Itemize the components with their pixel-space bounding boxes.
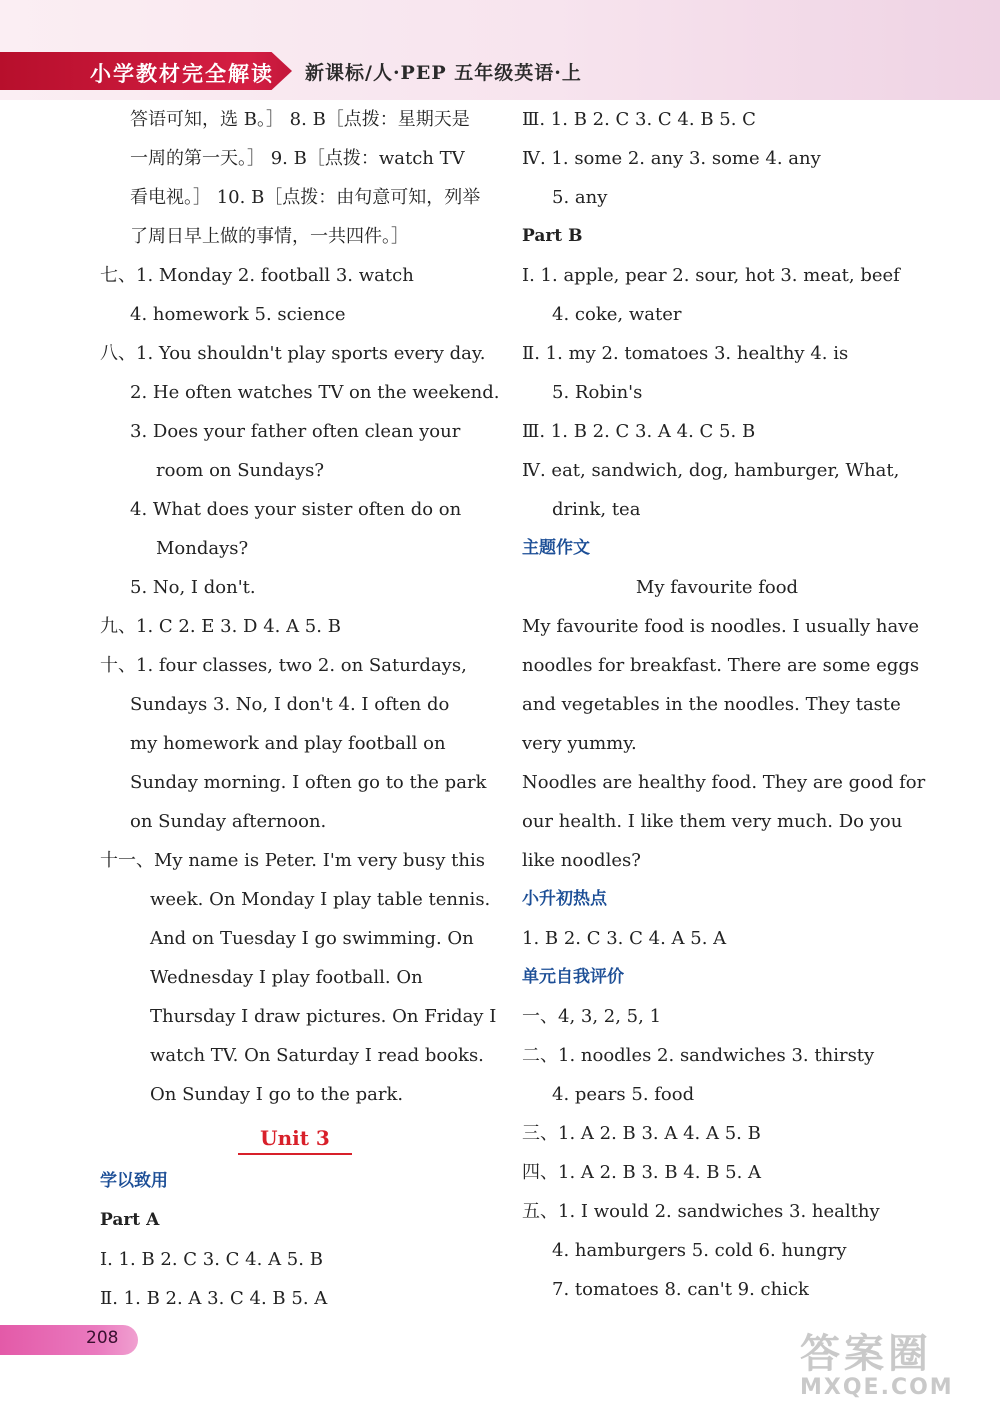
text-line: Sunday morning. I often go to the park: [130, 772, 487, 793]
section-heading-xyzy: 学以致用: [100, 1171, 168, 1191]
essay-line: Noodles are healthy food. They are good for: [522, 772, 926, 793]
text-line: week. On Monday I play table tennis.: [150, 889, 491, 910]
text-line: 三、1. A 2. B 3. A 4. A 5. B: [522, 1123, 761, 1144]
text-line: Sundays 3. No, I don't 4. I often do: [130, 694, 450, 715]
page-number: 208: [86, 1328, 119, 1348]
text-line: 一周的第一天。］ 9. B［点拨：watch TV: [130, 148, 465, 169]
section-10-answers: 十、1. four classes, two 2. on Saturdays,: [100, 655, 467, 676]
text-line: 5. any: [552, 187, 608, 208]
text-line: on Sunday afternoon.: [130, 811, 327, 832]
text-line: 3. Does your father often clean your: [130, 421, 461, 442]
text-line: Ⅰ. 1. apple, pear 2. sour, hot 3. meat, beef: [522, 265, 900, 286]
essay-line: My favourite food is noodles. I usually have: [522, 616, 919, 637]
section-heading-ztzw: 主题作文: [522, 538, 590, 558]
text-line: 了周日早上做的事情，一共四件。］: [130, 226, 409, 247]
section-heading-dyzwpj: 单元自我评价: [522, 967, 624, 987]
text-line: my homework and play football on: [130, 733, 446, 754]
text-line: watch TV. On Saturday I read books.: [150, 1045, 484, 1066]
essay-line: very yummy.: [522, 733, 637, 754]
text-line: 1. B 2. C 3. C 4. A 5. A: [522, 928, 727, 949]
text-line: Ⅱ. 1. B 2. A 3. C 4. B 5. A: [100, 1288, 328, 1309]
unit-heading-label: Unit 3: [238, 1123, 352, 1155]
section-8-answers: 八、1. You shouldn't play sports every day.: [100, 343, 486, 364]
text-line: 4. pears 5. food: [552, 1084, 695, 1105]
text-line: 二、1. noodles 2. sandwiches 3. thirsty: [522, 1045, 875, 1066]
text-line: Ⅳ. eat, sandwich, dog, hamburger, What,: [522, 460, 900, 481]
part-a-heading: Part A: [100, 1210, 160, 1230]
text-line: Thursday I draw pictures. On Friday I: [150, 1006, 497, 1027]
text-line: 4. hamburgers 5. cold 6. hungry: [552, 1240, 847, 1261]
watermark-url: MXQE.COM: [800, 1375, 954, 1400]
section-7-answers: 七、1. Monday 2. football 3. watch: [100, 265, 414, 286]
essay-line: noodles for breakfast. There are some eggs: [522, 655, 920, 676]
text-line: Ⅲ. 1. B 2. C 3. A 4. C 5. B: [522, 421, 756, 442]
text-line: 看电视。］ 10. B［点拨：由句意可知，列举: [130, 187, 481, 208]
text-line: Ⅰ. 1. B 2. C 3. C 4. A 5. B: [100, 1249, 323, 1270]
right-column: [522, 100, 926, 1309]
text-line: And on Tuesday I go swimming. On: [150, 928, 474, 949]
text-line: 5. No, I don't.: [130, 577, 256, 598]
text-line: drink, tea: [552, 499, 641, 520]
text-line: 答语可知，选 B。］ 8. B［点拨：星期天是: [130, 109, 470, 130]
essay-line: and vegetables in the noodles. They taste: [522, 694, 901, 715]
section-heading-xscrd: 小升初热点: [522, 889, 607, 909]
watermark: [800, 1322, 990, 1412]
watermark-logo-text: 答案圈: [800, 1331, 932, 1377]
text-line: room on Sundays?: [156, 460, 325, 481]
unit-heading: [100, 1114, 490, 1162]
text-line: 5. Robin's: [552, 382, 643, 403]
section-11-answers: 十一、My name is Peter. I'm very busy this: [100, 850, 485, 871]
essay-title: My favourite food: [635, 577, 799, 598]
text-line: 4. homework 5. science: [130, 304, 346, 325]
text-line: Ⅳ. 1. some 2. any 3. some 4. any: [522, 148, 821, 169]
book-subtitle: 新课标/人·PEP 五年级英语·上: [305, 62, 582, 84]
text-line: Mondays?: [156, 538, 249, 559]
text-line: Ⅱ. 1. my 2. tomatoes 3. healthy 4. is: [522, 343, 849, 364]
text-line: 一、4, 3, 2, 5, 1: [522, 1006, 662, 1027]
book-title: 小学教材完全解读: [90, 62, 274, 86]
text-line: 四、1. A 2. B 3. B 4. B 5. A: [522, 1162, 762, 1183]
text-line: On Sunday I go to the park.: [150, 1084, 404, 1105]
text-line: Wednesday I play football. On: [150, 967, 423, 988]
part-b-heading: Part B: [522, 226, 583, 246]
text-line: 五、1. I would 2. sandwiches 3. healthy: [522, 1201, 880, 1222]
essay-line: our health. I like them very much. Do you: [522, 811, 903, 832]
page-number-tab: [0, 1325, 138, 1355]
text-line: Ⅲ. 1. B 2. C 3. C 4. B 5. C: [522, 109, 756, 130]
left-column: [100, 100, 500, 1318]
text-line: 4. coke, water: [552, 304, 682, 325]
text-line: 7. tomatoes 8. can't 9. chick: [552, 1279, 809, 1300]
section-9-answers: 九、1. C 2. E 3. D 4. A 5. B: [100, 616, 341, 637]
text-line: 2. He often watches TV on the weekend.: [130, 382, 500, 403]
text-line: 4. What does your sister often do on: [130, 499, 462, 520]
essay-line: like noodles?: [522, 850, 641, 871]
